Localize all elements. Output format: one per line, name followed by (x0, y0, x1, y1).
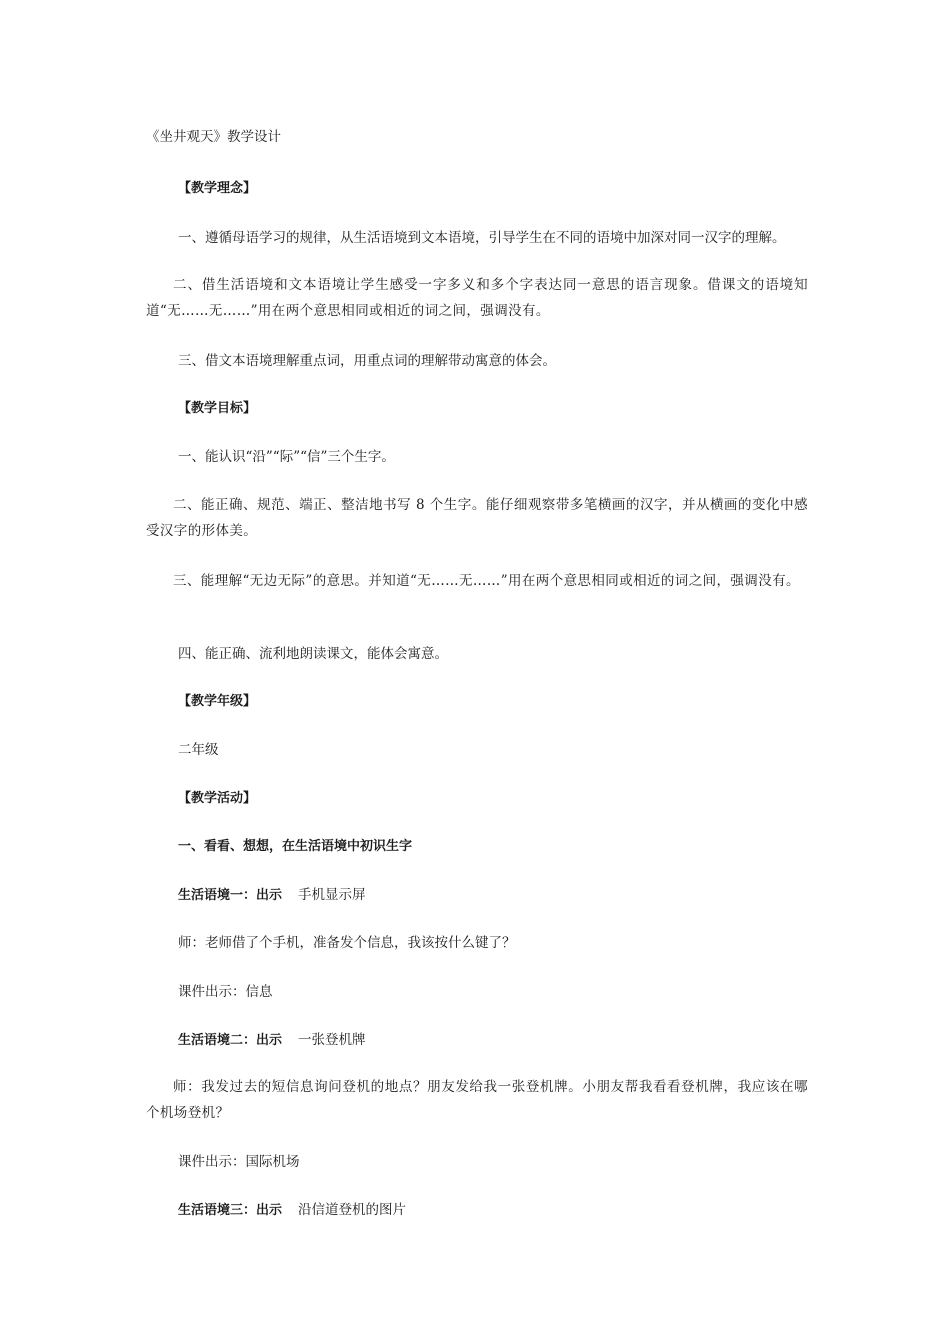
grade-value: 二年级 (178, 742, 219, 758)
context-2-label: 生活语境二：出示 (178, 1033, 283, 1048)
document-title: 《坐井观天》教学设计 (146, 129, 281, 145)
goals-paragraph-2: 二、能正确、规范、端正、整洁地书写 8 个生字。能仔细观察带多笔横画的汉字，并从横画的变化中感受汉字的形体美。 (146, 497, 808, 539)
section-heading-grade: 【教学年级】 (178, 694, 257, 709)
context-1-teacher: 师：老师借了个手机，准备发个信息，我该按什么键了？ (178, 935, 516, 951)
goals-paragraph-3: 三、能理解“无边无际”的意思。并知道“无……无……”用在两个意思相同或相近的词之间，强调没有。 (173, 573, 800, 589)
section-heading-activities: 【教学活动】 (178, 791, 257, 806)
section-heading-goals: 【教学目标】 (178, 401, 257, 416)
concept-paragraph-2: 二、借生活语境和文本语境让学生感受一字多义和多个字表达同一意思的语言现象。借课文的语境知道“无……无……”用在两个意思相同或相近的词之间，强调没有。 (146, 277, 808, 319)
concept-paragraph-1: 一、遵循母语学习的规律，从生活语境到文本语境，引导学生在不同的语境中加深对同一汉字的理解。 (178, 230, 786, 246)
context-2-line (178, 1033, 366, 1048)
context-2-show: 课件出示：国际机场 (178, 1154, 300, 1170)
context-3-line (178, 1203, 406, 1218)
activity-step-1: 一、看看、想想，在生活语境中初识生字 (178, 839, 413, 854)
context-1-line (178, 888, 366, 903)
context-3-label: 生活语境三：出示 (178, 1203, 283, 1218)
context-2-text: 一张登机牌 (298, 1032, 366, 1048)
context-1-label: 生活语境一：出示 (178, 888, 283, 903)
section-heading-concept: 【教学理念】 (178, 181, 257, 196)
context-1-show: 课件出示：信息 (178, 984, 273, 1000)
context-3-text: 沿信道登机的图片 (298, 1202, 407, 1218)
goals-paragraph-4: 四、能正确、流利地朗读课文，能体会寓意。 (178, 646, 448, 662)
context-2-teacher: 师：我发过去的短信息询问登机的地点？朋友发给我一张登机牌。小朋友帮我看看登机牌，我应该在哪个机场登机？ (146, 1079, 808, 1121)
goals-paragraph-1: 一、能认识“沿”“际”“信”三个生字。 (178, 449, 395, 465)
concept-paragraph-3: 三、借文本语境理解重点词，用重点词的理解带动寓意的体会。 (178, 353, 556, 369)
context-1-text: 手机显示屏 (298, 887, 366, 903)
